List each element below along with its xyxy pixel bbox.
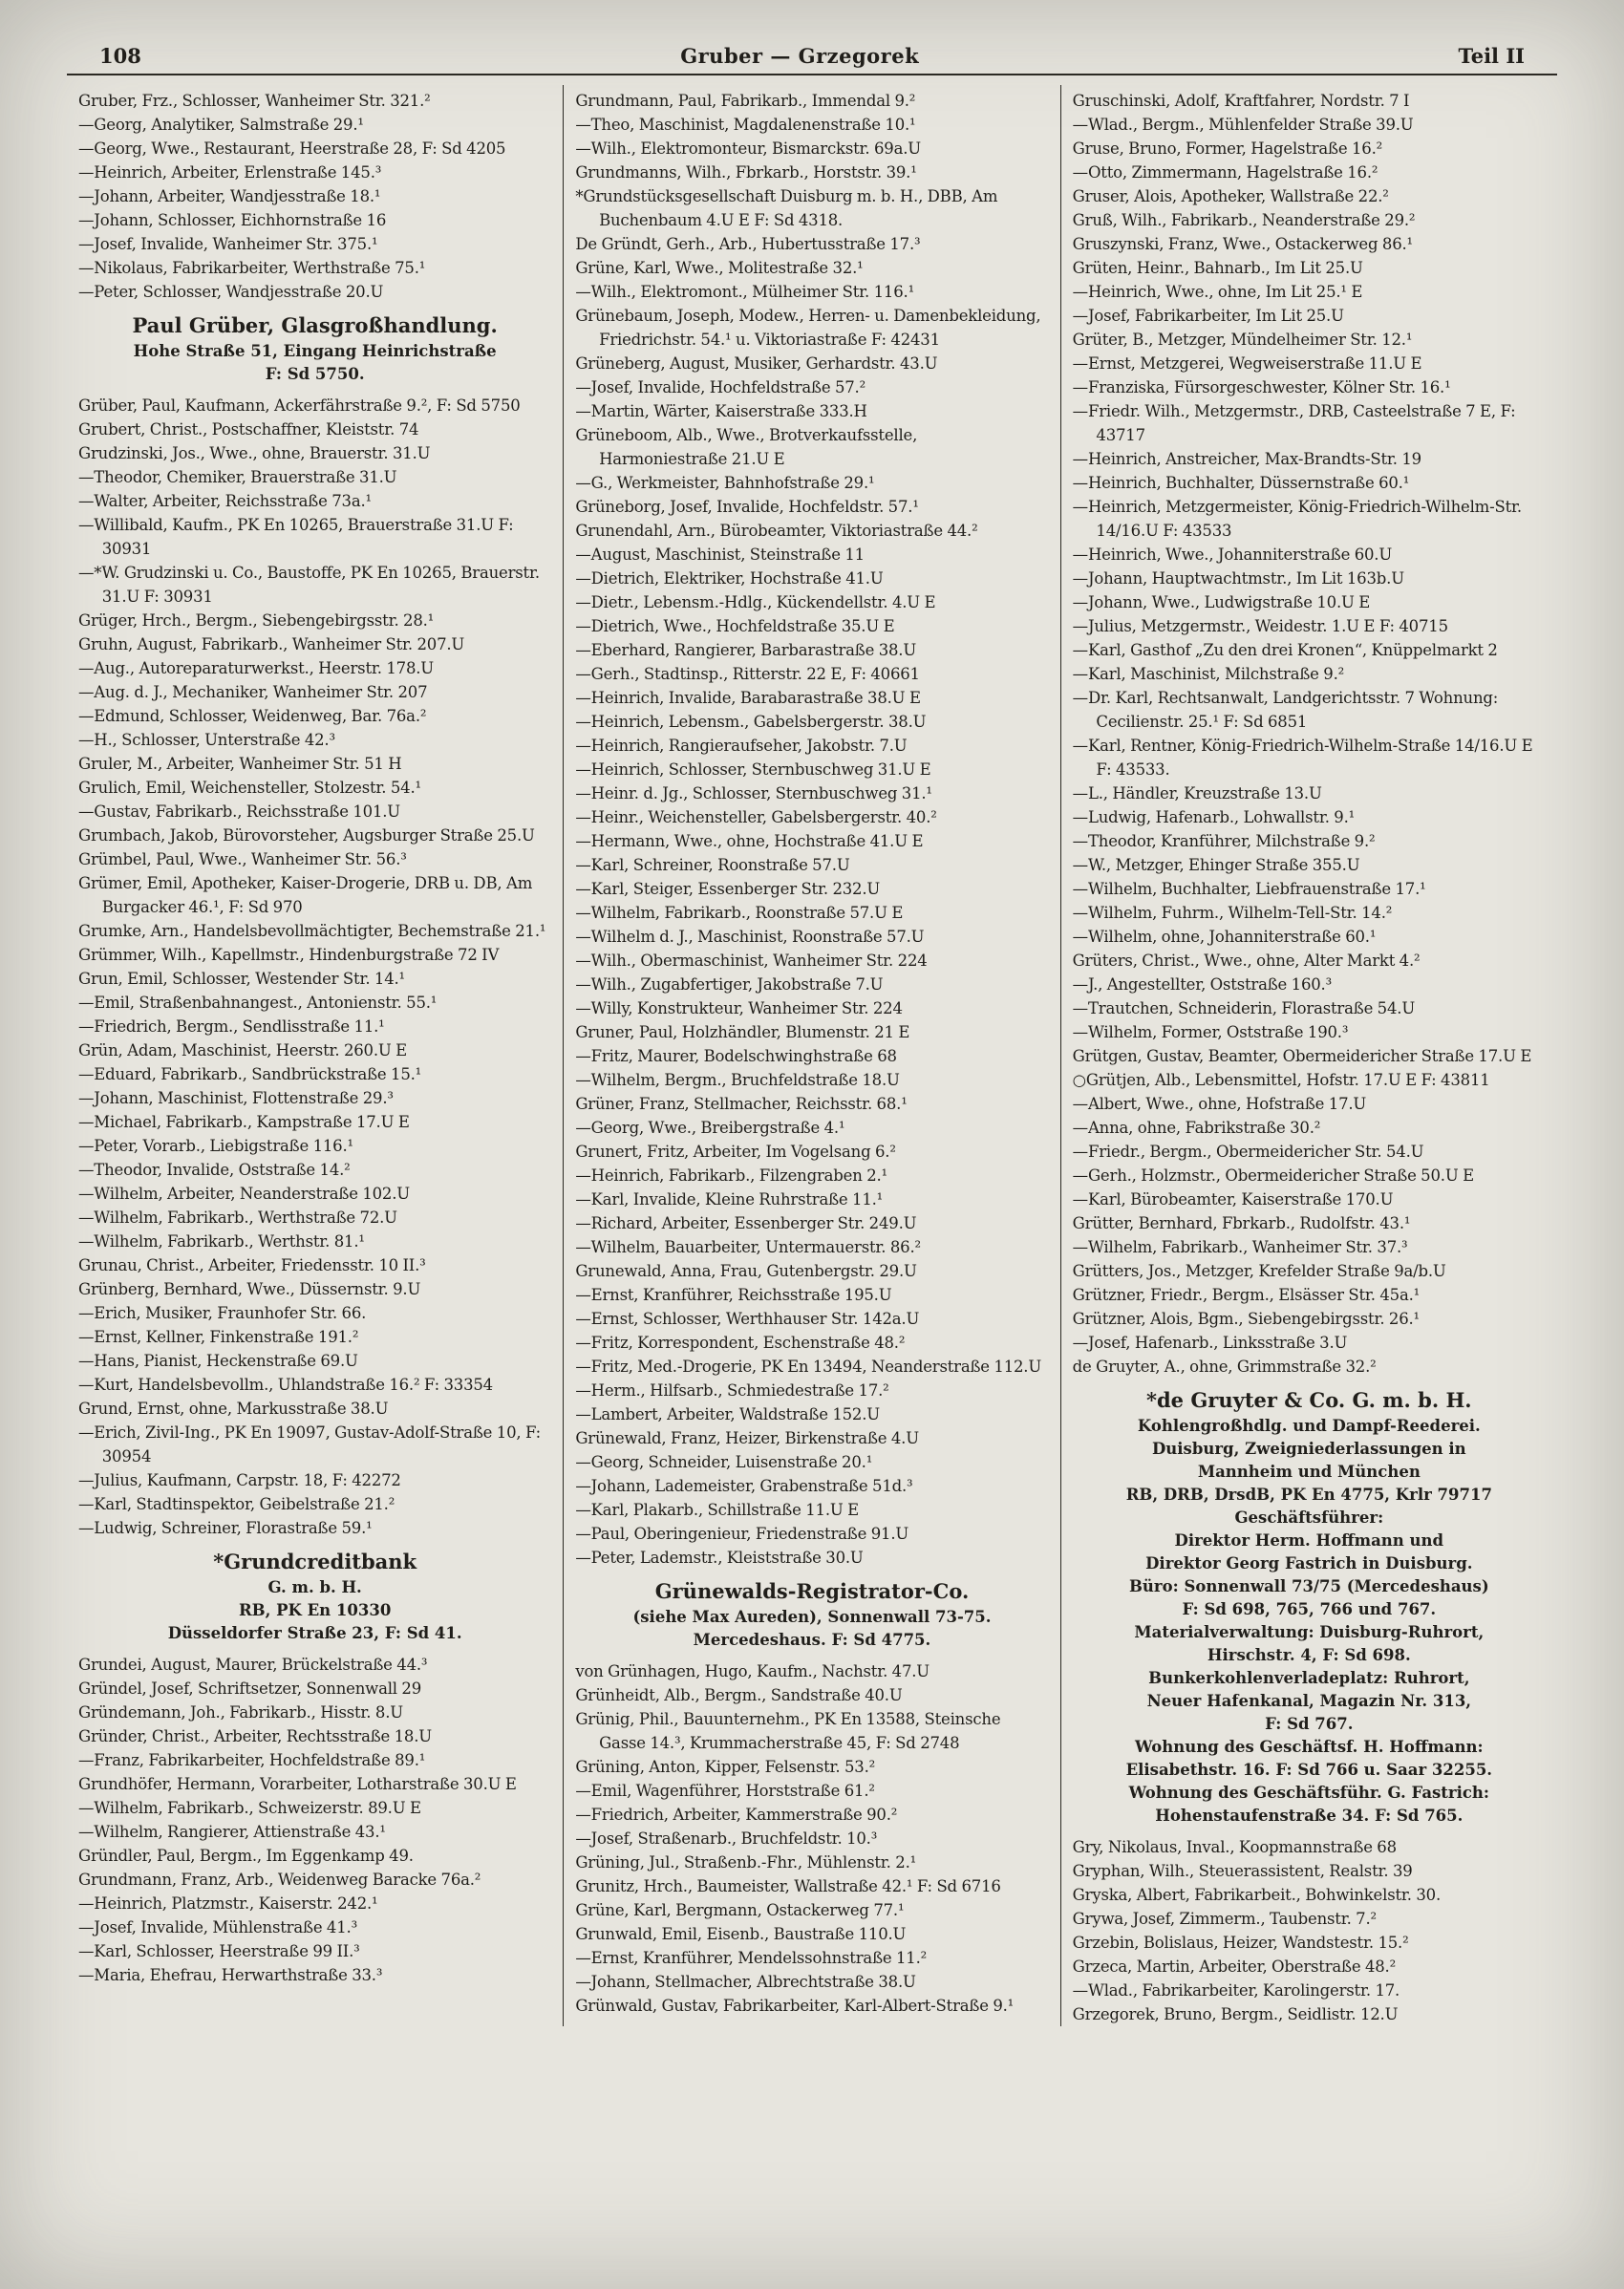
directory-entry: Grunwald, Emil, Eisenb., Baustraße 110.U — [575, 1925, 907, 1943]
directory-entry: —Aug., Autoreparaturwerkst., Heerstr. 178.U — [78, 659, 434, 677]
directory-entry: —Heinr. d. Jg., Schlosser, Sternbuschweg 31.¹ — [575, 784, 932, 802]
directory-entry: —Heinrich, Schlosser, Sternbuschweg 31.U E — [575, 760, 931, 779]
directory-entry: —Heinrich, Metzgermeister, König-Friedrich-Wilhelm-Str. 14/16.U F: 43533 — [1072, 498, 1522, 540]
directory-entry: De Gründt, Gerh., Arb., Hubertusstraße 17.³ — [575, 235, 921, 253]
directory-entry: —Erich, Zivil-Ing., PK En 19097, Gustav-Adolf-Straße 10, F: 30954 — [78, 1423, 541, 1465]
directory-entry: Grüten, Heinr., Bahnarb., Im Lit 25.U — [1072, 259, 1363, 277]
directory-entry: —Martin, Wärter, Kaiserstraße 333.H — [575, 402, 867, 420]
directory-entry: —Erich, Musiker, Fraunhofer Str. 66. — [78, 1304, 367, 1322]
directory-entry: Gruse, Bruno, Former, Hagelstraße 16.² — [1072, 139, 1383, 158]
directory-entry: —Wilhelm, Fabrikarb., Werthstraße 72.U — [78, 1209, 397, 1227]
directory-entry: —Dietrich, Wwe., Hochfeldstraße 35.U E — [575, 617, 895, 635]
company-heading-line: Büro: Sonnenwall 73/75 (Mercedeshaus) — [1128, 1577, 1489, 1595]
directory-entry: —Ernst, Kranführer, Mendelssohnstraße 11.² — [575, 1949, 928, 1967]
directory-entry: —Lambert, Arbeiter, Waldstraße 152.U — [575, 1405, 880, 1423]
directory-entry: Grund, Ernst, ohne, Markusstraße 38.U — [78, 1400, 389, 1418]
directory-entry: —Wilh., Elektromont., Mülheimer Str. 116.¹ — [575, 283, 914, 301]
directory-entry: —Wilhelm, Bergm., Bruchfeldstraße 18.U — [575, 1071, 900, 1089]
directory-entry: —Georg, Wwe., Restaurant, Heerstraße 28, F: Sd 4205 — [78, 139, 506, 158]
directory-entry: Grütgen, Gustav, Beamter, Obermeidericher Straße 17.U E — [1072, 1047, 1532, 1065]
directory-entry: —L., Händler, Kreuzstraße 13.U — [1072, 784, 1322, 802]
directory-entry: Grundei, August, Maurer, Brückelstraße 44.³ — [78, 1656, 428, 1674]
directory-column — [563, 85, 1059, 2026]
column-container — [67, 85, 1557, 2026]
directory-entry: —Friedr., Bergm., Obermeidericher Str. 54.U — [1072, 1143, 1424, 1161]
directory-entry: —Dietrich, Elektriker, Hochstraße 41.U — [575, 569, 884, 588]
directory-entry: —Theodor, Kranführer, Milchstraße 9.² — [1072, 832, 1376, 850]
directory-entry: —Wilhelm, Arbeiter, Neanderstraße 102.U — [78, 1185, 410, 1203]
company-heading-line: (siehe Max Aureden), Sonnenwall 73-75. — [632, 1608, 992, 1626]
directory-entry: ○Grütjen, Alb., Lebensmittel, Hofstr. 17.U E F: 43811 — [1072, 1071, 1490, 1089]
directory-entry: Gruber, Frz., Schlosser, Wanheimer Str. 321.² — [78, 92, 431, 110]
directory-entry: —Karl, Schlosser, Heerstraße 99 II.³ — [78, 1942, 360, 1960]
directory-entry: —Dr. Karl, Rechtsanwalt, Landgerichtsstr. 7 Wohnung: Cecilienstr. 25.¹ F: Sd 6851 — [1072, 689, 1499, 731]
directory-entry: —Heinrich, Rangieraufseher, Jakobstr. 7.U — [575, 737, 908, 755]
directory-entry: —Gerh., Stadtinsp., Ritterstr. 22 E, F: 40661 — [575, 665, 920, 683]
company-heading-line: Direktor Georg Fastrich in Duisburg. — [1145, 1554, 1473, 1572]
directory-entry: —Herm., Hilfsarb., Schmiedestraße 17.² — [575, 1381, 889, 1400]
directory-entry: —Johann, Schlosser, Eichhornstraße 16 — [78, 211, 387, 229]
directory-entry: Grzebin, Bolislaus, Heizer, Wandstestr. 15.² — [1072, 1934, 1409, 1952]
directory-entry: —Josef, Straßenarb., Bruchfeldstr. 10.³ — [575, 1829, 878, 1848]
directory-entry: Grumke, Arn., Handelsbevollmächtigter, Bechemstraße 21.¹ — [78, 922, 546, 940]
directory-entry: —Willibald, Kaufm., PK En 10265, Brauerstraße 31.U F: 30931 — [78, 516, 514, 558]
company-heading — [78, 313, 551, 386]
company-heading-line: Materialverwaltung: Duisburg-Ruhrort, — [1134, 1623, 1485, 1641]
directory-entry: Gruser, Alois, Apotheker, Wallstraße 22.² — [1072, 187, 1389, 205]
directory-entry: Grünwald, Gustav, Fabrikarbeiter, Karl-Albert-Straße 9.¹ — [575, 1997, 1015, 2015]
directory-entry: Gründemann, Joh., Fabrikarb., Hisstr. 8.U — [78, 1703, 403, 1722]
directory-entry: Grüneberg, August, Musiker, Gerhardstr. 43.U — [575, 354, 938, 373]
company-heading-line: Wohnung des Geschäftsführ. G. Fastrich: — [1128, 1784, 1490, 1802]
directory-entry: —Ernst, Metzgerei, Wegweiserstraße 11.U E — [1072, 354, 1422, 373]
directory-entry: Grümer, Emil, Apotheker, Kaiser-Drogerie, DRB u. DB, Am Burgacker 46.¹, F: Sd 970 — [78, 874, 533, 916]
directory-entry: Gruß, Wilh., Fabrikarb., Neanderstraße 29.² — [1072, 211, 1416, 229]
directory-entry: —Karl, Schreiner, Roonstraße 57.U — [575, 856, 850, 874]
directory-entry: —Wilhelm, Buchhalter, Liebfrauenstraße 17.¹ — [1072, 880, 1426, 898]
running-head: Gruber — Grzegorek — [680, 44, 920, 68]
directory-entry: —Johann, Stellmacher, Albrechtstraße 38.U — [575, 1973, 916, 1991]
directory-entry: —Josef, Invalide, Mühlenstraße 41.³ — [78, 1918, 357, 1936]
directory-entry: —Anna, ohne, Fabrikstraße 30.² — [1072, 1119, 1321, 1137]
directory-entry: Grüters, Christ., Wwe., ohne, Alter Markt 4.² — [1072, 952, 1421, 970]
directory-entry: Grundmann, Paul, Fabrikarb., Immendal 9.² — [575, 92, 916, 110]
directory-entry: Grünebaum, Joseph, Modew., Herren- u. Damenbekleidung, Friedrichstr. 54.¹ u. Viktoriastraße F: 42431 — [575, 307, 1041, 349]
directory-entry: —Heinrich, Fabrikarb., Filzengraben 2.¹ — [575, 1166, 887, 1185]
directory-entry: —Eduard, Fabrikarb., Sandbrückstraße 15.¹ — [78, 1065, 422, 1083]
directory-entry: —Kurt, Handelsbevollm., Uhlandstraße 16.² F: 33354 — [78, 1376, 493, 1394]
directory-entry: Grüter, B., Metzger, Mündelheimer Str. 12.¹ — [1072, 331, 1413, 349]
directory-entry: —Fritz, Maurer, Bodelschwinghstraße 68 — [575, 1047, 897, 1065]
directory-entry: Grümbel, Paul, Wwe., Wanheimer Str. 56.³ — [78, 850, 407, 868]
directory-entry: Gründler, Paul, Bergm., Im Eggenkamp 49. — [78, 1847, 414, 1865]
directory-entry: —Otto, Zimmermann, Hagelstraße 16.² — [1072, 163, 1378, 182]
directory-entry: Grützner, Friedr., Bergm., Elsässer Str. 45a.¹ — [1072, 1286, 1421, 1304]
directory-entry: —Paul, Oberingenieur, Friedenstraße 91.U — [575, 1525, 909, 1543]
directory-entry: Grüneborg, Josef, Invalide, Hochfeldstr. 57.¹ — [575, 498, 919, 516]
company-heading-line: Mannheim und München — [1197, 1463, 1421, 1481]
directory-entry: —Karl, Plakarb., Schillstraße 11.U E — [575, 1501, 859, 1519]
directory-entry: Gruschinski, Adolf, Kraftfahrer, Nordstr. 7 I — [1072, 92, 1410, 110]
company-heading-line: F: Sd 698, 765, 766 und 767. — [1182, 1600, 1437, 1618]
directory-entry: Gruler, M., Arbeiter, Wanheimer Str. 51 H — [78, 755, 402, 773]
company-heading-line: Direktor Herm. Hoffmann und — [1174, 1531, 1444, 1550]
directory-entry: —Heinrich, Buchhalter, Düssernstraße 60.¹ — [1072, 474, 1410, 492]
directory-entry: —Josef, Fabrikarbeiter, Im Lit 25.U — [1072, 307, 1344, 325]
directory-entry: von Grünhagen, Hugo, Kaufm., Nachstr. 47.U — [575, 1662, 930, 1680]
directory-entry: —Josef, Hafenarb., Linksstraße 3.U — [1072, 1334, 1348, 1352]
directory-entry: Grudzinski, Jos., Wwe., ohne, Brauerstr. 31.U — [78, 444, 431, 462]
directory-entry: —Peter, Schlosser, Wandjesstraße 20.U — [78, 283, 384, 301]
directory-entry: Grüning, Anton, Kipper, Felsenstr. 53.² — [575, 1758, 876, 1776]
directory-entry: —Heinrich, Arbeiter, Erlenstraße 145.³ — [78, 163, 382, 182]
directory-entry: —Heinrich, Wwe., Johanniterstraße 60.U — [1072, 546, 1393, 564]
directory-entry: —Johann, Arbeiter, Wandjesstraße 18.¹ — [78, 187, 381, 205]
directory-entry: —Heinrich, Platzmstr., Kaiserstr. 242.¹ — [78, 1894, 378, 1913]
directory-entry: —Theo, Maschinist, Magdalenenstraße 10.¹ — [575, 116, 916, 134]
directory-entry: Gry, Nikolaus, Inval., Koopmannstraße 68 — [1072, 1838, 1397, 1856]
directory-entry: Grümmer, Wilh., Kapellmstr., Hindenburgstraße 72 IV — [78, 946, 500, 964]
directory-entry: —Edmund, Schlosser, Weidenweg, Bar. 76a.² — [78, 707, 427, 725]
directory-entry: —Johann, Lademeister, Grabenstraße 51d.³ — [575, 1477, 913, 1495]
directory-entry: —Wilh., Elektromonteur, Bismarckstr. 69a.U — [575, 139, 921, 158]
directory-entry: —Emil, Wagenführer, Horststraße 61.² — [575, 1782, 875, 1800]
directory-entry: Grünheidt, Alb., Bergm., Sandstraße 40.U — [575, 1686, 903, 1704]
directory-entry: —G., Werkmeister, Bahnhofstraße 29.¹ — [575, 474, 875, 492]
directory-entry: —Aug. d. J., Mechaniker, Wanheimer Str. 207 — [78, 683, 428, 701]
directory-entry: Gruszynski, Franz, Wwe., Ostackerweg 86.¹ — [1072, 235, 1413, 253]
directory-entry: Grunau, Christ., Arbeiter, Friedensstr. 10 II.³ — [78, 1256, 426, 1274]
directory-entry: —Wilh., Zugabfertiger, Jakobstraße 7.U — [575, 975, 884, 994]
directory-entry: Grüger, Hrch., Bergm., Siebengebirgsstr. 28.¹ — [78, 611, 435, 630]
directory-entry: —Theodor, Invalide, Oststraße 14.² — [78, 1161, 351, 1179]
directory-entry: Grundmann, Franz, Arb., Weidenweg Baracke 76a.² — [78, 1871, 481, 1889]
directory-entry: Grütters, Jos., Metzger, Krefelder Straße 9a/b.U — [1072, 1262, 1446, 1280]
directory-entry: —Eberhard, Rangierer, Barbarastraße 38.U — [575, 641, 917, 659]
directory-entry: Grüne, Karl, Wwe., Molitestraße 32.¹ — [575, 259, 864, 277]
directory-entry: —Karl, Maschinist, Milchstraße 9.² — [1072, 665, 1345, 683]
header-rule — [67, 74, 1557, 75]
directory-entry: —Heinrich, Invalide, Barabarastraße 38.U E — [575, 689, 921, 707]
directory-entry: —Theodor, Chemiker, Brauerstraße 31.U — [78, 468, 397, 486]
directory-entry: —Karl, Bürobeamter, Kaiserstraße 170.U — [1072, 1190, 1394, 1209]
directory-entry: —August, Maschinist, Steinstraße 11 — [575, 546, 865, 564]
page-number: 108 — [99, 44, 141, 68]
company-heading-line: Düsseldorfer Straße 23, F: Sd 41. — [167, 1624, 462, 1642]
company-heading — [575, 1579, 1048, 1652]
directory-entry: —Franziska, Fürsorgeschwester, Kölner Str. 16.¹ — [1072, 378, 1451, 396]
directory-entry: —Julius, Metzgermstr., Weidestr. 1.U E F: 40715 — [1072, 617, 1448, 635]
company-heading-line: Hohenstaufenstraße 34. F: Sd 765. — [1155, 1807, 1464, 1825]
company-heading-line: Geschäftsführer: — [1234, 1508, 1384, 1527]
directory-entry: —Karl, Invalide, Kleine Ruhrstraße 11.¹ — [575, 1190, 884, 1209]
directory-entry: Grüneboom, Alb., Wwe., Brotverkaufsstelle, Harmoniestraße 21.U E — [575, 426, 918, 468]
directory-entry: —Ludwig, Schreiner, Florastraße 59.¹ — [78, 1519, 373, 1537]
directory-entry: —Emil, Straßenbahnangest., Antonienstr. 55.¹ — [78, 994, 438, 1012]
directory-entry: Grulich, Emil, Weichensteller, Stolzestr. 54.¹ — [78, 779, 421, 797]
company-heading-title: *de Gruyter & Co. G. m. b. H. — [1146, 1388, 1472, 1412]
directory-entry: —Fritz, Korrespondent, Eschenstraße 48.² — [575, 1334, 906, 1352]
company-heading-line: F: Sd 767. — [1265, 1715, 1354, 1733]
directory-entry: —Wilhelm, Rangierer, Attienstraße 43.¹ — [78, 1823, 386, 1841]
directory-entry: Gruner, Paul, Holzhändler, Blumenstr. 21 E — [575, 1023, 910, 1041]
directory-entry: —Wilhelm, Fabrikarb., Werthstr. 81.¹ — [78, 1232, 365, 1251]
directory-entry: —Ludwig, Hafenarb., Lohwallstr. 9.¹ — [1072, 808, 1356, 826]
directory-entry: —Wilhelm, Fuhrm., Wilhelm-Tell-Str. 14.² — [1072, 904, 1393, 922]
company-heading-line: Kohlengroßhdlg. und Dampf-Reederei. — [1137, 1417, 1481, 1435]
directory-entry: —Dietr., Lebensm.-Hdlg., Kückendellstr. 4.U E — [575, 593, 936, 611]
directory-entry: —Hans, Pianist, Heckenstraße 69.U — [78, 1352, 358, 1370]
company-heading-line: Mercedeshaus. F: Sd 4775. — [693, 1631, 931, 1649]
directory-entry: de Gruyter, A., ohne, Grimmstraße 32.² — [1072, 1358, 1377, 1376]
directory-entry: Grundmanns, Wilh., Fbrkarb., Horststr. 39.¹ — [575, 163, 917, 182]
directory-entry: —Karl, Steiger, Essenberger Str. 232.U — [575, 880, 881, 898]
company-heading — [1073, 1388, 1546, 1828]
directory-entry: —Heinrich, Wwe., ohne, Im Lit 25.¹ E — [1072, 283, 1363, 301]
directory-entry: Grunendahl, Arn., Bürobeamter, Viktoriastraße 44.² — [575, 522, 978, 540]
directory-entry: —H., Schlosser, Unterstraße 42.³ — [78, 731, 335, 749]
company-heading-line: Elisabethstr. 16. F: Sd 766 u. Saar 32255. — [1125, 1761, 1493, 1779]
directory-entry: Grüner, Franz, Stellmacher, Reichsstr. 68.¹ — [575, 1095, 908, 1113]
directory-entry: —Wilhelm, Fabrikarb., Schweizerstr. 89.U E — [78, 1799, 421, 1817]
directory-entry: Grzeca, Martin, Arbeiter, Oberstraße 48.² — [1072, 1957, 1397, 1976]
directory-entry: Gryska, Albert, Fabrikarbeit., Bohwinkelstr. 30. — [1072, 1886, 1442, 1904]
company-heading-title: *Grundcreditbank — [213, 1550, 417, 1573]
part-label: Teil II — [1458, 44, 1525, 68]
directory-entry: —Heinrich, Anstreicher, Max-Brandts-Str. 19 — [1072, 450, 1421, 468]
directory-entry: —Maria, Ehefrau, Herwarthstraße 33.³ — [78, 1966, 383, 1984]
directory-entry: Grubert, Christ., Postschaffner, Kleiststr. 74 — [78, 420, 419, 439]
directory-entry: —*W. Grudzinski u. Co., Baustoffe, PK En 10265, Brauerstr. 31.U F: 30931 — [78, 564, 540, 606]
directory-entry: Gründel, Josef, Schriftsetzer, Sonnenwall 29 — [78, 1679, 421, 1698]
company-heading-title: Grünewalds-Registrator-Co. — [654, 1579, 970, 1603]
directory-entry: —Julius, Kaufmann, Carpstr. 18, F: 42272 — [78, 1471, 401, 1489]
directory-entry: Grun, Emil, Schlosser, Westender Str. 14.¹ — [78, 970, 405, 988]
directory-entry: —Josef, Invalide, Wanheimer Str. 375.¹ — [78, 235, 378, 253]
directory-entry: Gründer, Christ., Arbeiter, Rechtsstraße 18.U — [78, 1727, 432, 1745]
directory-entry: —Wilhelm, Fabrikarb., Wanheimer Str. 37.³ — [1072, 1238, 1408, 1256]
directory-entry: —Trautchen, Schneiderin, Florastraße 54.U — [1072, 999, 1416, 1017]
directory-entry: *Grundstücksgesellschaft Duisburg m. b. H., DBB, Am Buchenbaum 4.U E F: Sd 4318. — [575, 187, 998, 229]
directory-entry: —Georg, Analytiker, Salmstraße 29.¹ — [78, 116, 364, 134]
directory-entry: Grundhöfer, Hermann, Vorarbeiter, Lotharstraße 30.U E — [78, 1775, 517, 1793]
directory-entry: Gruhn, August, Fabrikarb., Wanheimer Str. 207.U — [78, 635, 465, 653]
directory-entry: —Wlad., Bergm., Mühlenfelder Straße 39.U — [1072, 116, 1414, 134]
company-heading-line: Hohe Straße 51, Eingang Heinrichstraße — [133, 342, 497, 360]
directory-entry: —Ernst, Kellner, Finkenstraße 191.² — [78, 1328, 359, 1346]
directory-entry: —Johann, Hauptwachtmstr., Im Lit 163b.U — [1072, 569, 1404, 588]
directory-entry: —Friedrich, Arbeiter, Kammerstraße 90.² — [575, 1806, 898, 1824]
directory-entry: —Johann, Maschinist, Flottenstraße 29.³ — [78, 1089, 394, 1107]
directory-entry: Grüning, Jul., Straßenb.-Fhr., Mühlenstr. 2.¹ — [575, 1853, 917, 1872]
directory-entry: Gryphan, Wilh., Steuerassistent, Realstr. 39 — [1072, 1862, 1413, 1880]
directory-entry: —Willy, Konstrukteur, Wanheimer Str. 224 — [575, 999, 903, 1017]
directory-entry: —Franz, Fabrikarbeiter, Hochfeldstraße 89.¹ — [78, 1751, 426, 1769]
directory-entry: Grün, Adam, Maschinist, Heerstr. 260.U E — [78, 1041, 408, 1059]
directory-entry: Grumbach, Jakob, Bürovorsteher, Augsburger Straße 25.U — [78, 826, 535, 845]
directory-entry: Grywa, Josef, Zimmerm., Taubenstr. 7.² — [1072, 1910, 1377, 1928]
directory-entry: —Peter, Lademstr., Kleiststraße 30.U — [575, 1549, 864, 1567]
company-heading-line: G. m. b. H. — [267, 1578, 362, 1596]
directory-column — [1060, 85, 1557, 2026]
directory-entry: Grützner, Alois, Bgm., Siebengebirgsstr. 26.¹ — [1072, 1310, 1420, 1328]
directory-entry: —Friedr. Wilh., Metzgermstr., DRB, Casteelstraße 7 E, F: 43717 — [1072, 402, 1516, 444]
company-heading-line: Duisburg, Zweigniederlassungen in — [1151, 1440, 1466, 1458]
directory-entry: —Johann, Wwe., Ludwigstraße 10.U E — [1072, 593, 1371, 611]
directory-entry: Grüne, Karl, Bergmann, Ostackerweg 77.¹ — [575, 1901, 905, 1919]
directory-entry: —Wlad., Fabrikarbeiter, Karolingerstr. 17. — [1072, 1981, 1400, 2000]
directory-entry: Grütter, Bernhard, Fbrkarb., Rudolfstr. 43.¹ — [1072, 1214, 1411, 1232]
directory-entry: —Michael, Fabrikarb., Kampstraße 17.U E — [78, 1113, 410, 1131]
directory-entry: Grünewald, Franz, Heizer, Birkenstraße 4.U — [575, 1429, 919, 1447]
company-heading-line: Neuer Hafenkanal, Magazin Nr. 313, — [1146, 1692, 1472, 1710]
company-heading-line: Bunkerkohlenverladeplatz: Ruhrort, — [1148, 1669, 1470, 1687]
page-header — [67, 44, 1557, 74]
directory-entry: —Heinrich, Lebensm., Gabelsbergerstr. 38.U — [575, 713, 927, 731]
directory-entry: —Wilhelm d. J., Maschinist, Roonstraße 57.U — [575, 928, 925, 946]
directory-entry: —Albert, Wwe., ohne, Hofstraße 17.U — [1072, 1095, 1367, 1113]
directory-entry: —Wilhelm, Fabrikarb., Roonstraße 57.U E — [575, 904, 904, 922]
directory-entry: Grzegorek, Bruno, Bergm., Seidlistr. 12.U — [1072, 2005, 1399, 2023]
directory-entry: —Peter, Vorarb., Liebigstraße 116.¹ — [78, 1137, 353, 1155]
directory-entry: Grüber, Paul, Kaufmann, Ackerfährstraße 9.², F: Sd 5750 — [78, 396, 521, 415]
directory-entry: Grunewald, Anna, Frau, Gutenbergstr. 29.U — [575, 1262, 917, 1280]
company-heading-line: Wohnung des Geschäftsf. H. Hoffmann: — [1135, 1738, 1484, 1756]
directory-entry: Grunert, Fritz, Arbeiter, Im Vogelsang 6.² — [575, 1143, 896, 1161]
directory-entry: —Walter, Arbeiter, Reichsstraße 73a.¹ — [78, 492, 372, 510]
directory-entry: —Nikolaus, Fabrikarbeiter, Werthstraße 75.¹ — [78, 259, 426, 277]
directory-entry: —Wilh., Obermaschinist, Wanheimer Str. 224 — [575, 952, 928, 970]
company-heading-title: Paul Grüber, Glasgroßhandlung. — [132, 313, 498, 337]
directory-entry: —Hermann, Wwe., ohne, Hochstraße 41.U E — [575, 832, 924, 850]
directory-column — [67, 85, 563, 2026]
directory-entry: —Ernst, Kranführer, Reichsstraße 195.U — [575, 1286, 892, 1304]
company-heading-line: RB, PK En 10330 — [238, 1601, 392, 1619]
directory-entry: —Josef, Invalide, Hochfeldstraße 57.² — [575, 378, 866, 396]
company-heading — [78, 1550, 551, 1645]
company-heading-line: RB, DRB, DrsdB, PK En 4775, Krlr 79717 — [1125, 1486, 1492, 1504]
company-heading-line: Hirschstr. 4, F: Sd 698. — [1207, 1646, 1411, 1664]
directory-entry: —Karl, Gasthof „Zu den drei Kronen“, Knüppelmarkt 2 — [1072, 641, 1498, 659]
directory-entry: —Karl, Stadtinspektor, Geibelstraße 21.² — [78, 1495, 395, 1513]
directory-entry: —J., Angestellter, Oststraße 160.³ — [1072, 975, 1333, 994]
directory-entry: —Georg, Wwe., Breibergstraße 4.¹ — [575, 1119, 845, 1137]
directory-entry: Grunitz, Hrch., Baumeister, Wallstraße 42.¹ F: Sd 6716 — [575, 1877, 1001, 1895]
directory-entry: —Friedrich, Bergm., Sendlisstraße 11.¹ — [78, 1017, 385, 1036]
directory-entry: —Heinr., Weichensteller, Gabelsbergerstr. 40.² — [575, 808, 937, 826]
directory-entry: —Wilhelm, ohne, Johanniterstraße 60.¹ — [1072, 928, 1377, 946]
directory-entry: —Karl, Rentner, König-Friedrich-Wilhelm-Straße 14/16.U E F: 43533. — [1072, 737, 1533, 779]
company-heading-line: F: Sd 5750. — [265, 365, 365, 383]
directory-entry: —Richard, Arbeiter, Essenberger Str. 249.U — [575, 1214, 917, 1232]
directory-entry: —Gerh., Holzmstr., Obermeidericher Straße 50.U E — [1072, 1166, 1474, 1185]
directory-entry: —Fritz, Med.-Drogerie, PK En 13494, Neanderstraße 112.U — [575, 1358, 1042, 1376]
directory-entry: Grünberg, Bernhard, Wwe., Düssernstr. 9.U — [78, 1280, 421, 1298]
directory-entry: Grünig, Phil., Bauunternehm., PK En 13588, Steinsche Gasse 14.³, Krummacherstraße 45, F: Sd 2748 — [575, 1710, 1001, 1752]
directory-entry: —Georg, Schneider, Luisenstraße 20.¹ — [575, 1453, 873, 1471]
directory-entry: —Gustav, Fabrikarb., Reichsstraße 101.U — [78, 802, 401, 821]
directory-entry: —Wilhelm, Former, Oststraße 190.³ — [1072, 1023, 1349, 1041]
directory-entry: —W., Metzger, Ehinger Straße 355.U — [1072, 856, 1360, 874]
directory-entry: —Wilhelm, Bauarbeiter, Untermauerstr. 86.² — [575, 1238, 921, 1256]
directory-entry: —Ernst, Schlosser, Werthhauser Str. 142a.U — [575, 1310, 920, 1328]
